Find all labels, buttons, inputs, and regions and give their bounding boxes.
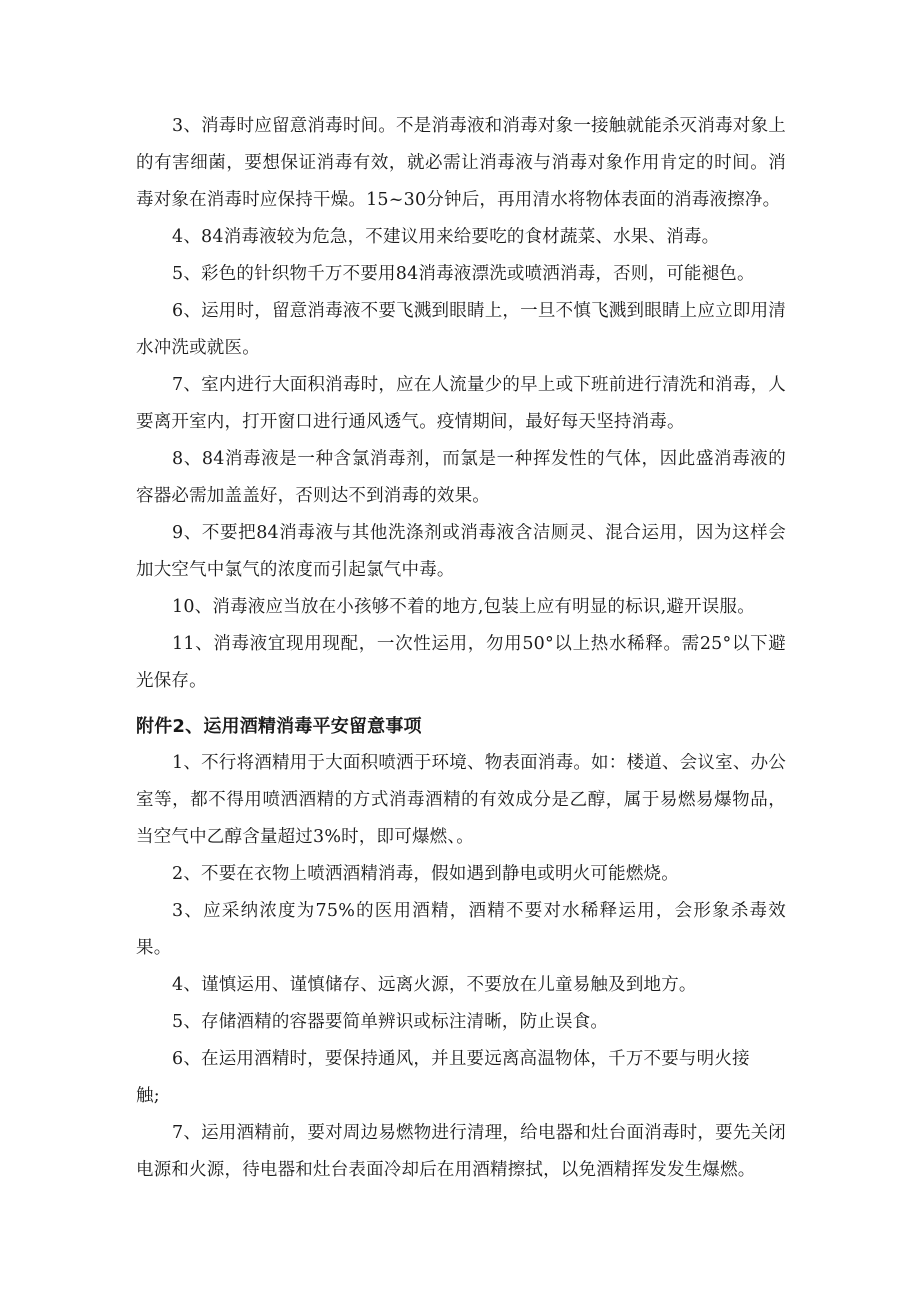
paragraph-item-4: 4、84消毒液较为危急，不建议用来给要吃的食材蔬菜、水果、消毒。 [172,227,720,247]
alcohol-item-4: 4、谨慎运用、谨慎储存、远离火源，不要放在儿童易触及到地方。 [172,975,697,995]
paragraph-item-8: 8、84消毒液是一种含氯消毒剂，而氯是一种挥发性的气体，因此盛消毒液的容器必需加盖盖好，否则达不到消毒的效果。 [136,449,786,506]
paragraph-item-3: 3、消毒时应留意消毒时间。不是消毒液和消毒对象一接触就能杀灭消毒对象上的有害细菌，要想保证消毒有效，就必需让消毒液与消毒对象作用肯定的时间。消毒对象在消毒时应保持干燥。15~30分钟后，再用清水将物体表面的消毒液擦净。 [136,116,786,210]
paragraph-item-10: 10、消毒液应当放在小孩够不着的地方,包装上应有明显的标识,避开误服。 [172,597,755,617]
paragraph-item-11: 11、消毒液宜现用现配，一次性运用，勿用50°以上热水稀释。需25°以下避光保存。 [136,634,786,691]
alcohol-item-1: 1、不行将酒精用于大面积喷洒于环境、物表面消毒。如：楼道、会议室、办公室等，都不得用喷洒酒精的方式消毒酒精的有效成分是乙醇，属于易燃易爆物品，当空气中乙醇含量超过3%时，即可爆燃、。 [136,753,786,847]
alcohol-item-6-continuation: 触; [136,1086,160,1106]
alcohol-item-2: 2、不要在衣物上喷洒酒精消毒，假如遇到静电或明火可能燃烧。 [172,864,679,884]
paragraph-item-5: 5、彩色的针织物千万不要用84消毒液漂洗或喷洒消毒，否则，可能褪色。 [172,264,755,284]
alcohol-item-3: 3、应采纳浓度为75%的医用酒精，酒精不要对水稀释运用，会形象杀毒效果。 [136,901,786,958]
document-page [136,108,786,1189]
section-heading-attachment-2: 附件2、运用酒精消毒平安留意事项 [136,716,422,737]
paragraph-item-7: 7、室内进行大面积消毒时，应在人流量少的早上或下班前进行清洗和消毒，人要离开室内，打开窗口进行通风透气。疫情期间，最好每天坚持消毒。 [136,375,786,432]
alcohol-item-5: 5、存储酒精的容器要简单辨识或标注清晰，防止误食。 [172,1012,609,1032]
alcohol-item-7: 7、运用酒精前，要对周边易燃物进行清理，给电器和灶台面消毒时，要先关闭电源和火源，待电器和灶台表面冷却后在用酒精擦拭，以免酒精挥发发生爆燃。 [136,1123,786,1180]
paragraph-item-9: 9、不要把84消毒液与其他洗涤剂或消毒液含洁厕灵、混合运用，因为这样会加大空气中氯气的浓度而引起氯气中毒。 [136,523,786,580]
alcohol-item-6: 6、在运用酒精时，要保持通风，并且要远离高温物体，千万不要与明火接 [172,1049,750,1069]
paragraph-item-6: 6、运用时，留意消毒液不要飞溅到眼睛上，一旦不慎飞溅到眼睛上应立即用清水冲洗或就医。 [136,301,786,358]
